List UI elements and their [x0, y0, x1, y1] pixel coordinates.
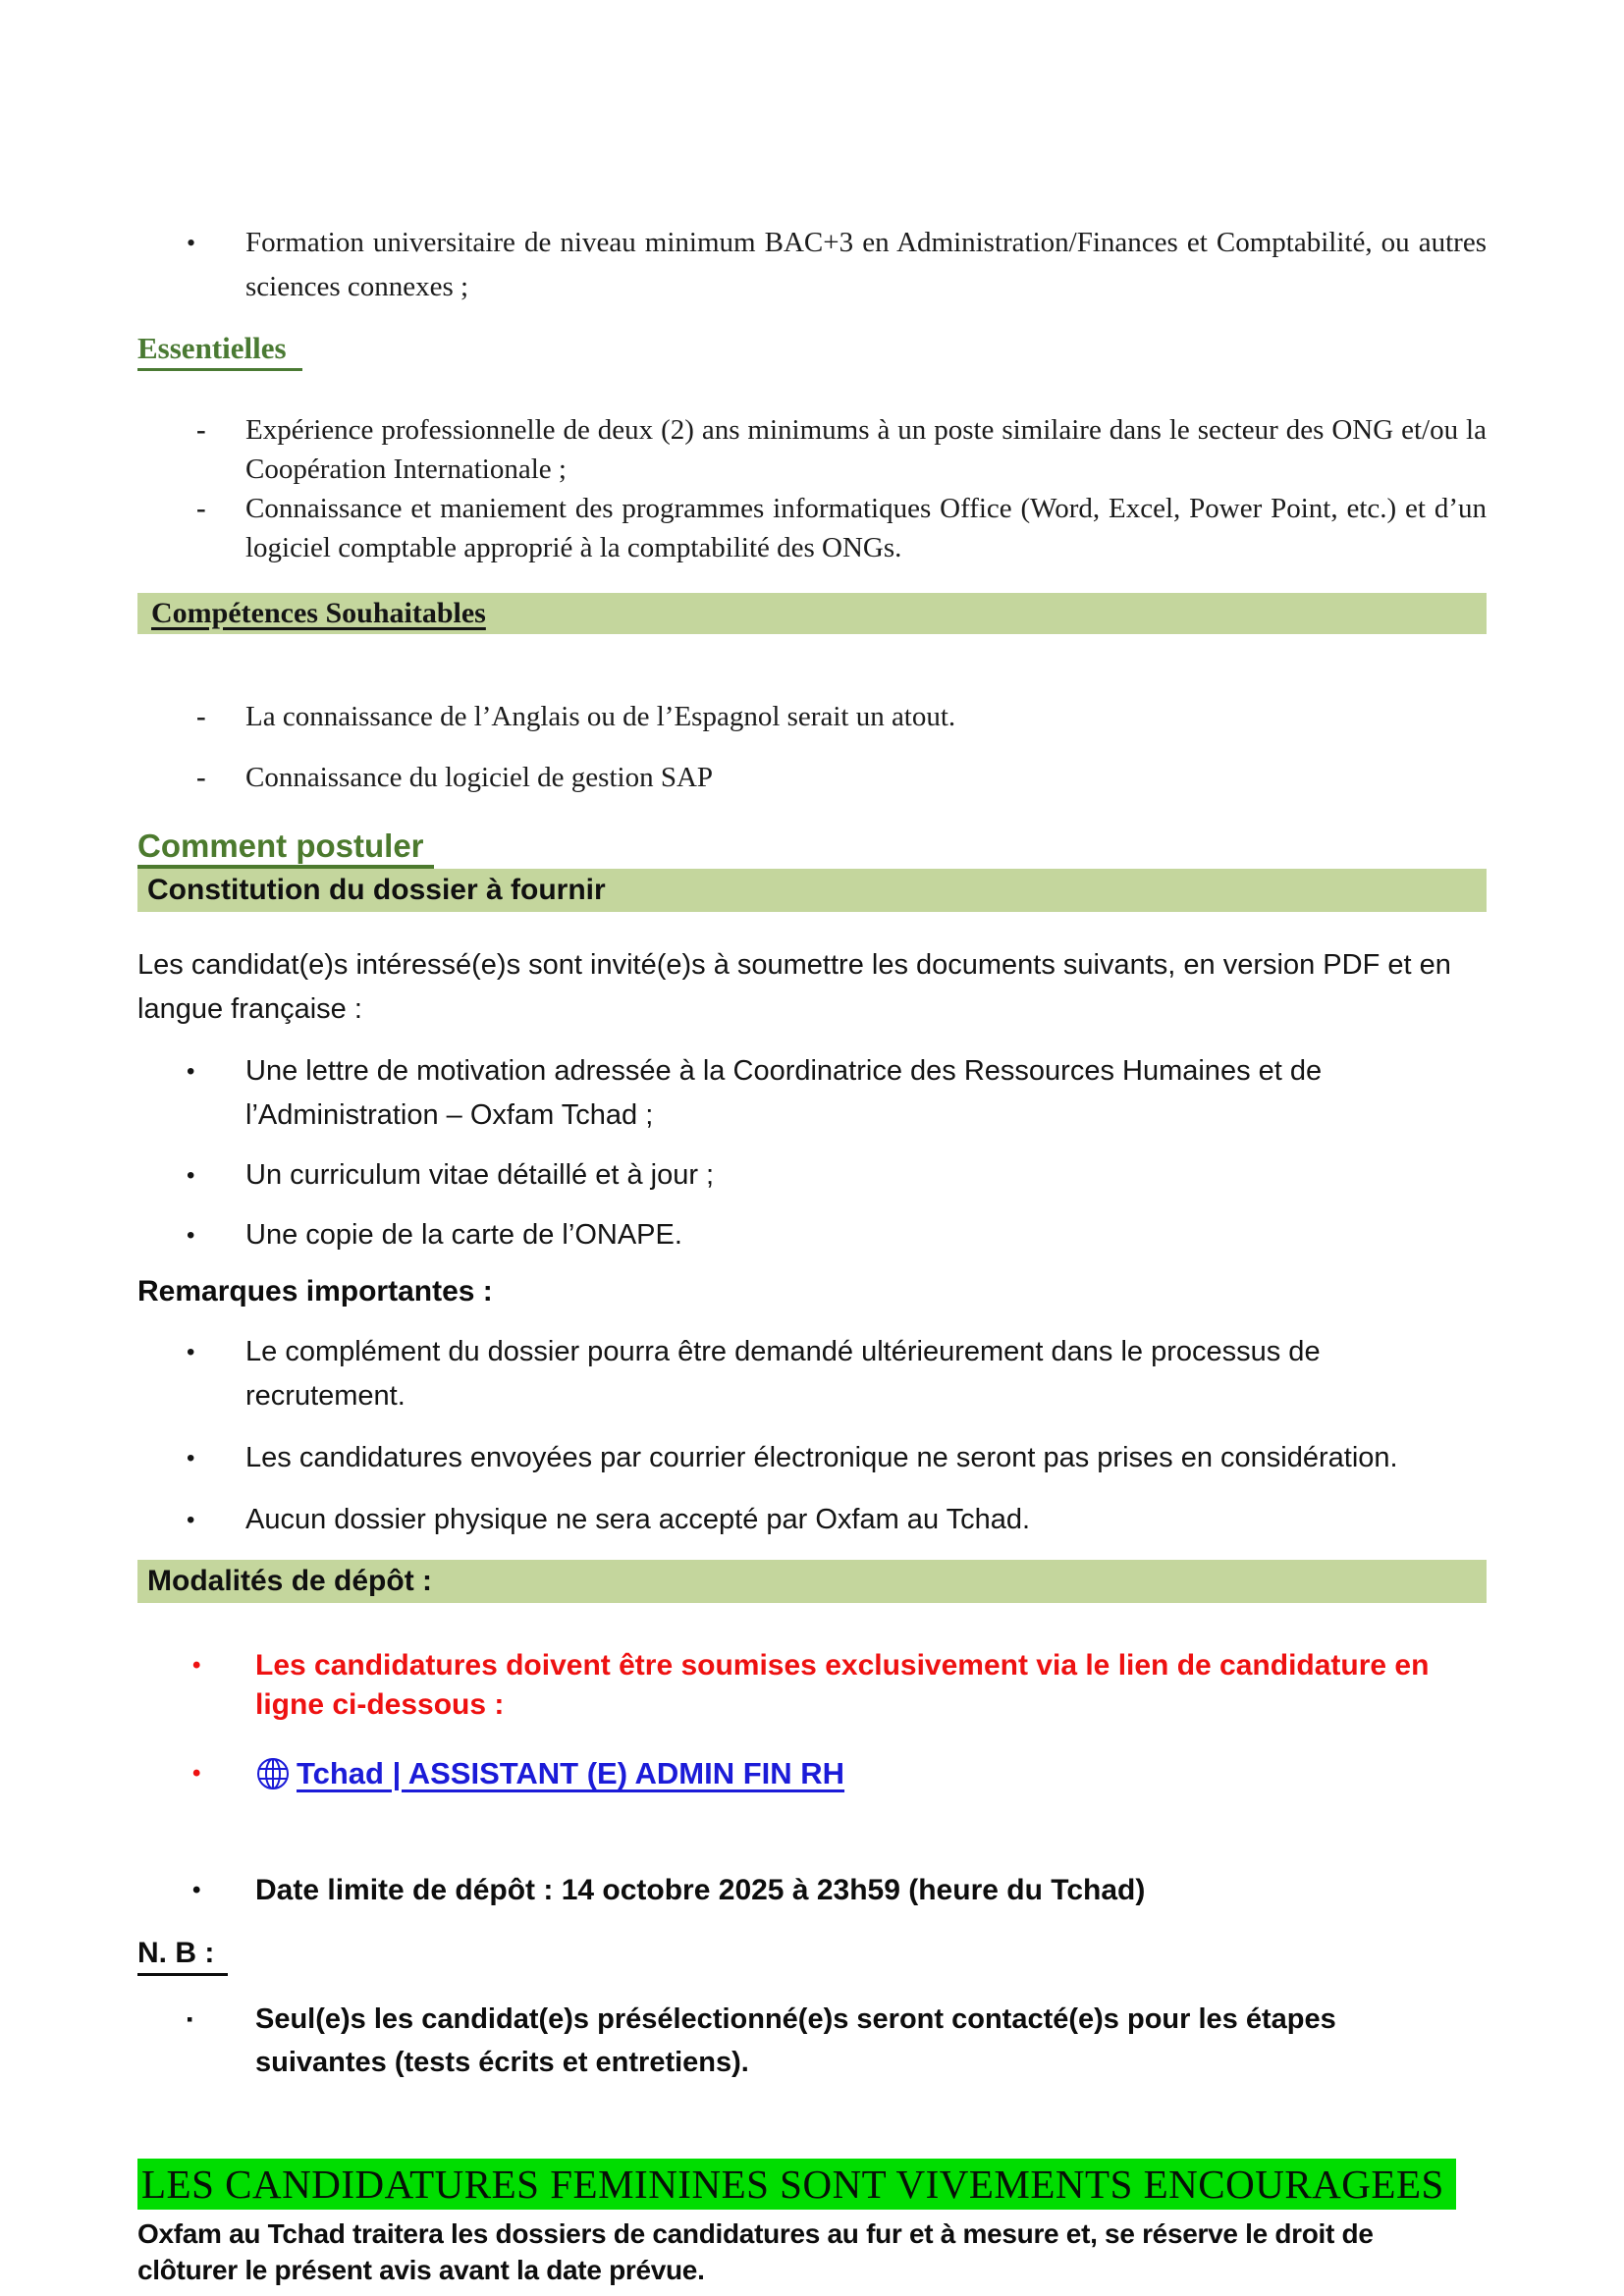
- dash-bullet-marker: -: [196, 701, 206, 732]
- how-to-apply-heading: Comment postuler: [137, 828, 434, 869]
- application-link[interactable]: [255, 1752, 844, 1795]
- list-item: [137, 1213, 1487, 1257]
- dash-bullet-marker: -: [196, 762, 206, 793]
- remarks-heading: Remarques importantes :: [137, 1275, 493, 1308]
- list-item: [137, 1153, 1487, 1198]
- list-item: [137, 489, 1487, 567]
- desirable-skills-bar: [137, 593, 1487, 634]
- list-item: [137, 1330, 1487, 1418]
- desirable-skills-list: [137, 697, 1487, 797]
- desirable-item-text: La connaissance de l’Anglais ou de l’Espagnol serait un atout.: [245, 701, 956, 732]
- nb-heading: N. B :: [137, 1936, 228, 1976]
- round-bullet-marker: •: [187, 1507, 195, 1533]
- desirable-skills-title: Compétences Souhaitables: [151, 597, 486, 629]
- essential-item-text: Connaissance et maniement des programmes informatiques Office (Word, Excel, Power Point, etc.) et d’un logiciel comptable approprié à la comptabilité des ONGs.: [245, 493, 1487, 563]
- round-bullet-marker: •: [187, 1445, 195, 1471]
- document-item-text: Une lettre de motivation adressée à la Coordinatrice des Ressources Humaines et de l’Administration – Oxfam Tchad ;: [245, 1055, 1323, 1131]
- deadline-bullet: [137, 1868, 1487, 1912]
- qualification-bullet: [137, 221, 1487, 309]
- dossier-bar-title: Constitution du dossier à fournir: [147, 874, 606, 906]
- deadline-text: Date limite de dépôt : 14 octobre 2025 à 23h59 (heure du Tchad): [255, 1874, 1146, 1906]
- round-bullet-marker: •: [187, 229, 196, 257]
- application-link-row: [137, 1752, 1487, 1795]
- submission-bar-title: Modalités de dépôt :: [147, 1565, 433, 1597]
- remarks-list: [137, 1330, 1487, 1542]
- list-item: [137, 1049, 1487, 1138]
- nb-item-text: Seul(e)s les candidat(e)s présélectionné(e)s seront contacté(e)s pour les étapes suivantes (tests écrits et entretiens).: [255, 2003, 1336, 2078]
- document-item-text: Une copie de la carte de l’ONAPE.: [245, 1219, 682, 1251]
- apply-intro-paragraph: Les candidat(e)s intéressé(e)s sont invité(e)s à soumettre les documents suivants, en version PDF et en langue française :: [137, 949, 1451, 1025]
- exclusive-notice-bullet: [137, 1646, 1487, 1725]
- dash-bullet-marker: -: [196, 414, 206, 446]
- square-bullet-marker: ▪: [187, 2009, 193, 2029]
- women-encouraged-banner: LES CANDIDATURES FEMININES SONT VIVEMENTS ENCOURAGEES: [137, 2159, 1456, 2210]
- round-bullet-marker: •: [187, 1058, 195, 1085]
- essentials-heading: Essentielles: [137, 331, 302, 371]
- essential-item-text: Expérience professionnelle de deux (2) ans minimums à un poste similaire dans le secteur des ONG et/ou la Coopération Internationale ;: [245, 414, 1487, 485]
- remark-item-text: Le complément du dossier pourra être demandé ultérieurement dans le processus de recrutement.: [245, 1336, 1321, 1412]
- round-bullet-marker: •: [187, 1222, 195, 1249]
- list-item: [137, 758, 1487, 797]
- desirable-item-text: Connaissance du logiciel de gestion SAP: [245, 762, 714, 793]
- round-bullet-marker: •: [192, 1652, 201, 1679]
- list-item: [137, 410, 1487, 489]
- remark-item-text: Aucun dossier physique ne sera accepté par Oxfam au Tchad.: [245, 1504, 1031, 1535]
- list-item: [137, 1498, 1487, 1542]
- globe-icon: [255, 1756, 291, 1791]
- list-item: [137, 1436, 1487, 1480]
- round-bullet-marker: •: [192, 1877, 201, 1903]
- round-bullet-marker: •: [187, 1162, 195, 1189]
- remark-item-text: Les candidatures envoyées par courrier électronique ne seront pas prises en considération.: [245, 1442, 1398, 1473]
- nb-item: [137, 1998, 1487, 2084]
- document-item-text: Un curriculum vitae détaillé et à jour ;: [245, 1159, 715, 1191]
- round-bullet-marker: •: [192, 1760, 201, 1787]
- essentials-list: [137, 410, 1487, 567]
- round-bullet-marker: •: [187, 1339, 195, 1365]
- dash-bullet-marker: -: [196, 493, 206, 524]
- exclusive-notice-text: Les candidatures doivent être soumises exclusivement via le lien de candidature en ligne ci-dessous :: [255, 1649, 1430, 1721]
- qualification-text: Formation universitaire de niveau minimum BAC+3 en Administration/Finances et Comptabilité, ou autres sciences connexes ;: [245, 227, 1487, 302]
- documents-list: [137, 1049, 1487, 1257]
- submission-bar: [137, 1560, 1487, 1603]
- closing-note: Oxfam au Tchad traitera les dossiers de candidatures au fur et à mesure et, se réserve le droit de clôturer le présent avis avant la date prévue.: [137, 2218, 1374, 2285]
- dossier-bar: [137, 869, 1487, 912]
- application-link-label: Tchad | ASSISTANT (E) ADMIN FIN RH: [297, 1756, 845, 1790]
- list-item: [137, 697, 1487, 736]
